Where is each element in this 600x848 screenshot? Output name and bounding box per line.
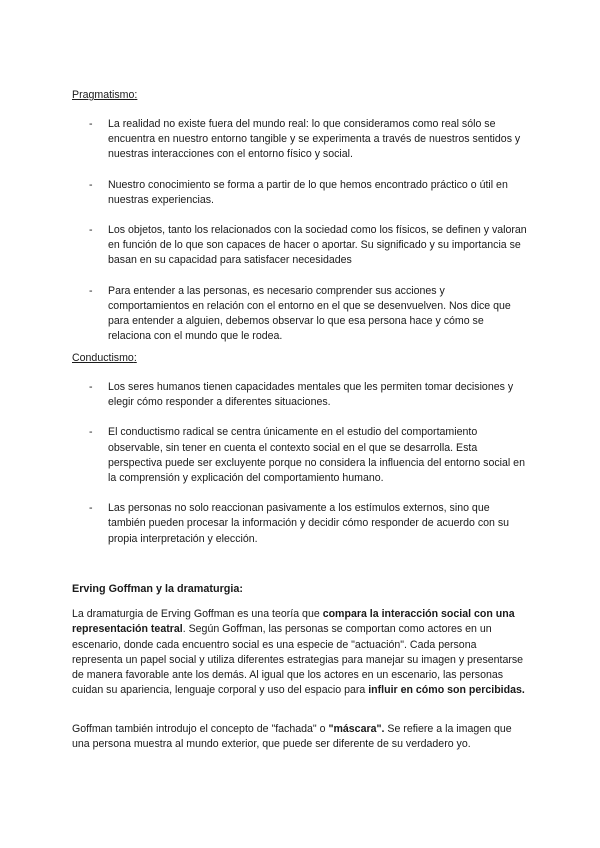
- list-item-text: Nuestro conocimiento se forma a partir de lo que hemos encontrado práctico o útil en nuestras experiencias.: [108, 178, 508, 206]
- list-item-text: Los objetos, tanto los relacionados con la sociedad como los físicos, se definen y valoran en función de lo que son capaces de hacer o aportar. Su significado y su importancia se basan en su capacidad para satisfacer necesidades: [108, 224, 527, 267]
- conductismo-heading-text: Conductismo: [72, 352, 134, 364]
- paragraph-text: . Según Goffman, las personas se comportan como actores en un escenario, donde cada encuentro social es una especie de "actuación". Cada persona representa un papel social y utiliza diferentes estrategias para manejar su imagen y presentarse de manera favorable ante los demás. Al igual que los actores en un escenario, las personas cuidan su apariencia, lenguaje corporal y uso del espacio para: [72, 623, 524, 697]
- pragmatismo-heading-colon: :: [134, 89, 138, 101]
- bullet-dash: -: [89, 118, 93, 130]
- list-item: [0, 380, 600, 410]
- conductismo-list: [0, 380, 600, 562]
- bullet-dash: -: [89, 381, 93, 393]
- bullet-dash: -: [89, 502, 93, 515]
- list-item-text: Los seres humanos tienen capacidades mentales que les permiten tomar decisiones y elegir cómo responder a diferentes situaciones.: [108, 381, 514, 409]
- list-item-text: El conductismo radical se centra únicamente en el estudio del comportamiento observable, sin tener en cuenta el contexto social en el que se desarrolla. Esta perspectiva puede ser excluyente porque no considera la influencia del entorno social en la comprensión y explicación del comportamiento humano.: [108, 426, 525, 485]
- bullet-dash: -: [89, 284, 93, 297]
- list-item: [0, 501, 600, 547]
- list-item: [0, 223, 600, 269]
- paragraph-emphasis: influir en cómo son percibidas.: [368, 684, 525, 697]
- pragmatismo-heading-text: Pragmatismo: [72, 89, 135, 101]
- pragmatismo-list: [0, 117, 600, 359]
- paragraph-emphasis: "máscara".: [328, 723, 385, 735]
- goffman-paragraph-2: [72, 722, 528, 753]
- goffman-paragraph-1: [72, 607, 528, 699]
- bullet-dash: -: [89, 224, 93, 237]
- list-item: [0, 178, 600, 208]
- paragraph-text: La dramaturgia de Erving Goffman es una teoría que: [72, 608, 323, 620]
- list-item: [0, 117, 600, 163]
- pragmatismo-heading: [72, 88, 137, 103]
- paragraph-text: Goffman también introdujo el concepto de "fachada" o: [72, 723, 329, 735]
- conductismo-heading-colon: :: [133, 352, 137, 364]
- list-item: [0, 425, 600, 486]
- list-item-text: Las personas no solo reaccionan pasivamente a los estímulos externos, sino que también pueden procesar la información y decidir cómo responder de acuerdo con su propia interpretación y elección.: [108, 502, 510, 545]
- paragraph-emphasis: compara la interacción social con una representación teatral: [72, 608, 515, 636]
- bullet-dash: -: [89, 426, 93, 439]
- conductismo-heading: [72, 351, 137, 366]
- bullet-dash: -: [89, 178, 93, 191]
- paragraph-text: Se refiere a la imagen que una persona muestra al mundo exterior, que puede ser diferente de su verdadero yo.: [72, 723, 512, 751]
- goffman-section-title: Erving Goffman y la dramaturgia:: [72, 583, 243, 595]
- list-item-text: La realidad no existe fuera del mundo real: lo que consideramos como real sólo se encuentra en nuestro entorno tangible y se experimenta a través de nuestros sentidos y nuestras interacciones con el entorno físico y social.: [108, 118, 521, 161]
- list-item-text: Para entender a las personas, es necesario comprender sus acciones y comportamientos en relación con el entorno en el que se desenvuelven. Nos dice que para entender a alguien, debemos observar lo que esa persona hace y cómo se relaciona con el mundo que le rodea.: [108, 284, 511, 343]
- list-item: [0, 284, 600, 345]
